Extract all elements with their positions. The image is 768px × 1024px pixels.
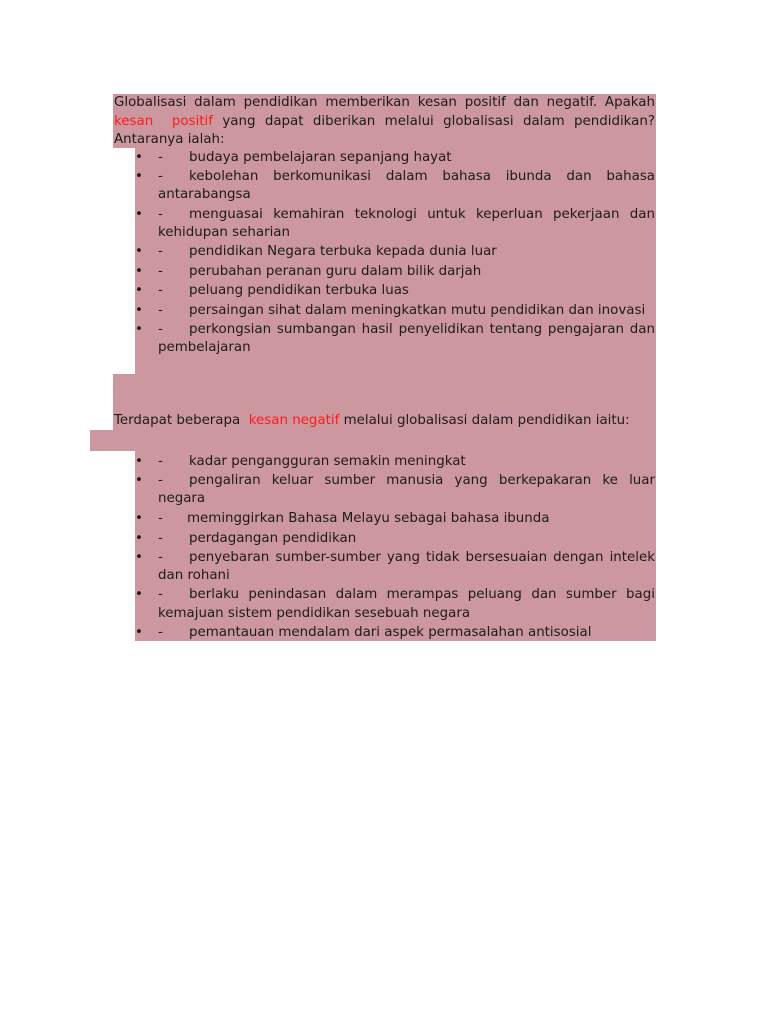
- dash-marker: -: [158, 244, 163, 260]
- list-item-text: perkongsian sumbangan hasil penyelidikan tentang pengajaran dan pembelajaran: [158, 321, 655, 356]
- list-item: [135, 530, 655, 548]
- dash-marker: -: [158, 263, 163, 279]
- list-item-text: perdagangan pendidikan: [189, 530, 357, 546]
- list-item: [135, 263, 655, 281]
- dash-marker: -: [158, 169, 163, 185]
- bullet-icon: •: [135, 511, 143, 527]
- list-item: [135, 243, 655, 261]
- bullet-icon: •: [135, 302, 143, 318]
- dash-marker: -: [158, 206, 163, 222]
- bullet-icon: •: [135, 283, 143, 299]
- bullet-icon: •: [135, 321, 143, 337]
- list-item: [135, 302, 655, 320]
- bullet-icon: •: [135, 150, 143, 165]
- list-item: [135, 168, 655, 204]
- intro-paragraph: [114, 94, 655, 150]
- dash-marker: -: [158, 321, 163, 337]
- bullet-icon: •: [135, 587, 143, 603]
- list-item-text: kebolehan berkomunikasi dalam bahasa ibunda dan bahasa antarabangsa: [158, 169, 655, 203]
- list-item: [135, 586, 655, 622]
- highlight-block-side-tab: [90, 430, 656, 451]
- list-item: [135, 282, 655, 300]
- list-item: [135, 510, 655, 528]
- intro-text-before: Globalisasi dalam pendidikan memberikan kesan positif dan negatif. Apakah: [114, 95, 655, 110]
- list-item: [135, 321, 655, 357]
- list-item: [135, 453, 655, 471]
- list-item-text: peluang pendidikan terbuka luas: [189, 283, 409, 299]
- list-item-text: persaingan sihat dalam meningkatkan mutu pendidikan dan inovasi: [189, 302, 646, 318]
- negative-intro-highlight: kesan negatif: [248, 413, 340, 428]
- dash-marker: -: [158, 283, 163, 299]
- bullet-icon: •: [135, 530, 143, 546]
- intro-highlight: kesan positif: [114, 113, 213, 129]
- bullet-icon: •: [135, 206, 143, 222]
- negative-list: [135, 453, 655, 642]
- bullet-icon: •: [135, 244, 143, 260]
- list-item: [135, 206, 655, 242]
- list-item-text: pengaliran keluar sumber manusia yang berkepakaran ke luar negara: [158, 473, 655, 507]
- dash-marker: -: [158, 624, 163, 640]
- list-item-text: pendidikan Negara terbuka kepada dunia luar: [189, 244, 497, 260]
- intro-text-after: yang dapat diberikan melalui globalisasi dalam pendidikan? Antaranya ialah:: [114, 113, 655, 147]
- dash-marker: -: [158, 550, 163, 566]
- bullet-icon: •: [135, 473, 143, 489]
- list-item-text: kadar pengangguran semakin meningkat: [189, 454, 466, 469]
- list-item-text: pemantauan mendalam dari aspek permasalahan antisosial: [189, 624, 592, 640]
- list-item: [135, 624, 655, 642]
- negative-intro-text-after: melalui globalisasi dalam pendidikan iaitu:: [339, 413, 630, 428]
- list-item-text: menguasai kemahiran teknologi untuk keperluan pekerjaan dan kehidupan seharian: [158, 206, 655, 240]
- list-item: [135, 472, 655, 508]
- bullet-icon: •: [135, 624, 143, 640]
- list-item-text: perubahan peranan guru dalam bilik darjah: [189, 263, 482, 279]
- list-item-text: meminggirkan Bahasa Melayu sebagai bahasa ibunda: [187, 511, 550, 527]
- dash-marker: -: [158, 454, 163, 469]
- negative-intro-text-before: Terdapat beberapa: [114, 413, 249, 428]
- bullet-icon: •: [135, 550, 143, 566]
- dash-marker: -: [158, 587, 163, 603]
- list-item: [135, 549, 655, 585]
- list-item-text: budaya pembelajaran sepanjang hayat: [189, 150, 452, 165]
- dash-marker: -: [158, 530, 163, 546]
- negative-intro-paragraph: [114, 412, 655, 431]
- bullet-icon: •: [135, 263, 143, 279]
- dash-marker: -: [158, 511, 163, 527]
- list-item-text: berlaku penindasan dalam merampas peluang dan sumber bagi kemajuan sistem pendidikan sesebuah negara: [158, 587, 655, 621]
- bullet-icon: •: [135, 454, 143, 469]
- dash-marker: -: [158, 302, 163, 318]
- positive-list: [135, 149, 655, 357]
- dash-marker: -: [158, 473, 163, 489]
- bullet-icon: •: [135, 169, 143, 185]
- dash-marker: -: [158, 150, 163, 165]
- list-item-text: penyebaran sumber-sumber yang tidak bersesuaian dengan intelek dan rohani: [158, 550, 655, 584]
- list-item: [135, 149, 655, 167]
